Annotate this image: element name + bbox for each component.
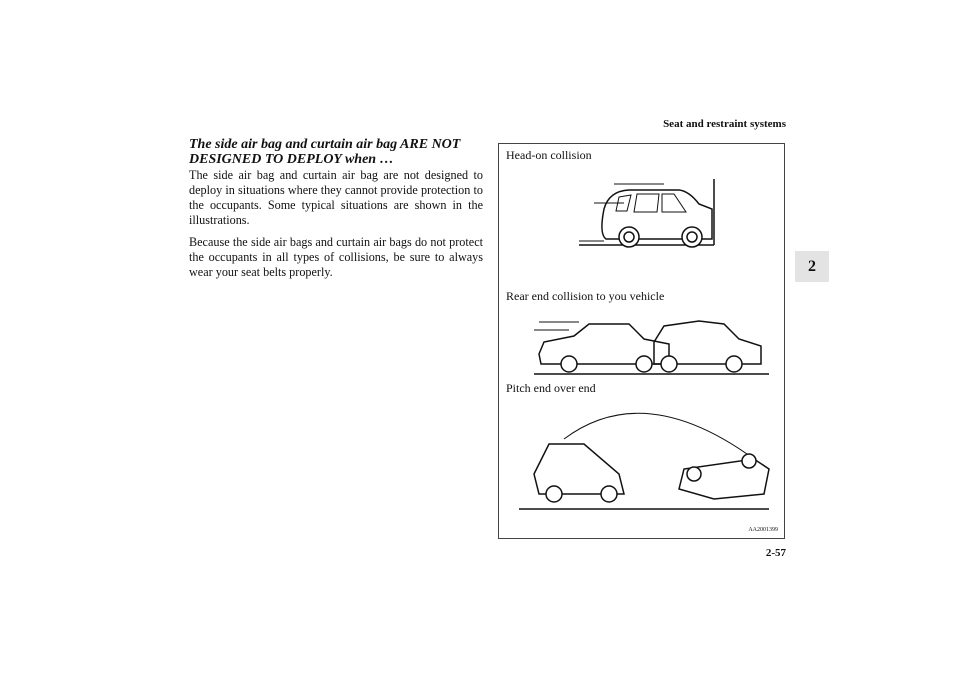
collision-illustrations <box>498 143 785 539</box>
caption-head-on: Head-on collision <box>506 148 592 162</box>
chapter-tab: 2 <box>795 251 829 282</box>
caption-rear-end: Rear end collision to you vehicle <box>506 289 665 303</box>
page-number: 2-57 <box>765 547 786 559</box>
pitch-end-over-end-illustration <box>514 399 779 514</box>
section-header: Seat and restraint systems <box>663 118 786 130</box>
head-on-collision-illustration <box>574 179 724 254</box>
paragraph: Because the side air bags and curtain air bags do not protect the occupants in all types of collisions, be sure to always wear your seat belts properly. <box>189 235 483 279</box>
figure-code: AA2001399 <box>748 527 778 533</box>
section-heading: The side air bag and curtain air bag ARE NOT DESIGNED TO DEPLOY when … <box>189 137 461 167</box>
rear-end-collision-illustration <box>529 314 774 379</box>
body-text-column <box>189 137 483 280</box>
paragraph: The side air bag and curtain air bag are not designed to deploy in situations where they cannot provide protection to the occupants. Some typical situations are shown in the illustrations. <box>189 168 483 227</box>
caption-pitch: Pitch end over end <box>506 381 596 395</box>
